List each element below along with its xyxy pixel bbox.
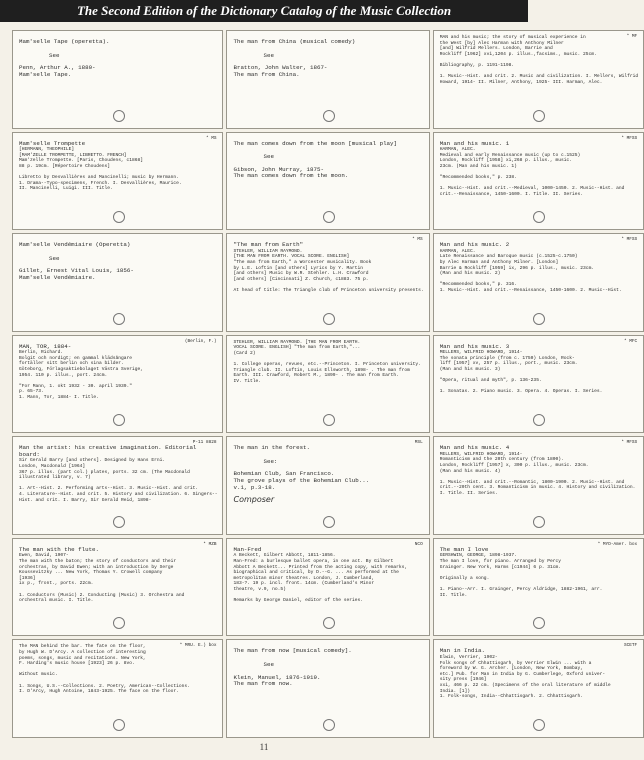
card-text-line: Gibson, John Murray, 1875- — [233, 165, 324, 173]
card-text-line: xxi, 466 p. 22 cm. (Specimens of the oral literature of middle — [439, 682, 611, 688]
card-see-reference: See — [263, 51, 274, 59]
card-text-line: HARMAN, ALEC. — [439, 147, 476, 153]
card-text-line: (Card 2) — [233, 350, 256, 356]
card-text-line: Rockliff [1962] xvi,1204 p. illus.,facsims., music. 25cm. — [439, 51, 597, 57]
card-heading: MAN, TOR, 1884- — [19, 342, 72, 350]
catalog-card-mam-selle-vendemiaire — [12, 233, 223, 332]
card-body — [19, 65, 217, 78]
card-text-line: 88 p. 19cm. [Répertoire Choudens] — [19, 163, 110, 169]
card-punch-hole — [113, 414, 125, 426]
card-punch-hole — [323, 414, 335, 426]
card-text-line: "The man from Earth," a Worcester musicality. Book — [233, 259, 372, 265]
card-text-line: 1. Mann, Tor, 1884- I. Title. — [19, 395, 99, 401]
card-text-line: by Hugh W. D'Arcy. A collection of interesting — [19, 650, 146, 656]
card-body — [233, 471, 423, 491]
card-punch-hole — [533, 719, 545, 731]
card-text-line: Bolgit och nordigt; en gammal klädsångare — [19, 355, 133, 361]
card-text-line: 1. Songs, U.S.--Collections. 2. Poetry, American--Collections. — [19, 683, 190, 689]
card-text-line: STEHLER, WILLIAM RAYMOND. [THE MAN FROM EARTH. — [233, 339, 361, 345]
card-text-line: crit.--20th cent. 3. Romanticism in music. 4. History and civilization. — [439, 485, 636, 491]
card-text-line: 1. Sonatas. 2. Piano music. 3. Opera. 4. Operas. I. Series. — [439, 389, 603, 395]
card-text-line: illustrated library, v. 7) — [19, 475, 91, 481]
card-text-line: Klein, Manuel, 1876-1919. — [233, 673, 321, 681]
card-heading: Man and his music. 3 — [439, 342, 510, 350]
card-punch-hole — [113, 617, 125, 629]
card-heading: Mam'selle Vendémiaire (Operetta) — [19, 241, 131, 249]
card-text-line: by L.E. Loftin [and others] Lyrics by Y. Martin — [233, 265, 364, 271]
card-punch-hole — [533, 313, 545, 325]
card-text-line: 1954. 110 p. illus., port. 24cm. — [19, 372, 108, 378]
card-text-line: Bohemian Club, San Francisco. — [233, 470, 335, 478]
card-text-line: 1. Drama--Typo-specimens, French. I. Desvallières, Maurice. — [19, 180, 182, 186]
catalog-card-man-and-his-music-2 — [433, 233, 644, 332]
card-call-number: * MFSS — [621, 237, 638, 243]
card-text-line: Barrie & Rockliff [1959] ix, 296 p. illus., music. 23cm. — [439, 265, 595, 271]
card-text-line: "For Mann, 1. okt 1932 - 30. april 1939." — [19, 383, 133, 389]
card-body — [440, 147, 638, 197]
card-text-line: [1936] — [19, 575, 36, 581]
card-text-line: 1. Conductors (Music) 2. Conducting (Music) 3. Orchestra and — [19, 592, 185, 598]
card-text-line: 1. Music--Hist. and crit.--Medieval, 1000-1450. 2. Music--Hist. and — [439, 186, 625, 192]
card-punch-hole — [323, 110, 335, 122]
catalog-card-man-tor — [12, 335, 223, 434]
card-text-line: Howard, 1914- II. Milner, Anthony, 1925- III. Harman, Alec. — [439, 79, 603, 85]
card-text-line: (Man and his music. 4) — [439, 468, 501, 474]
card-text-line: 367 p. illus. (part col.) plates, ports. 32 cm. (The Macdonald — [19, 469, 190, 475]
card-text-line: Late Renaissance and Baroque music (c.1525-c.1750) — [439, 254, 578, 260]
card-punch-hole — [113, 211, 125, 223]
card-body — [19, 147, 217, 192]
card-text-line: fortäller sitt berlin och sina bilder. — [19, 361, 124, 367]
card-text-line: At head of title: The Triangle club of Princeton university presents. — [233, 287, 424, 293]
card-text-line: 4. Literature--Hist. and crit. 5. History and civilization. 6. Singers-- — [19, 492, 218, 498]
card-text-line: 1. College operas, revues, etc.--Princeton. I. Princeton university. — [233, 362, 421, 368]
card-body — [233, 553, 423, 603]
catalog-card-man-ru-e — [12, 639, 223, 738]
card-text-line: orchestras, by David Ewen; with an introduction by Serge — [19, 564, 174, 570]
card-body — [440, 249, 638, 294]
card-text-line: biographical and critical, by D.--G. ... As performed at the — [233, 570, 399, 576]
card-text-line: The grove plays of the Bohemian Club... — [233, 477, 370, 485]
card-body — [233, 340, 423, 385]
card-text-line: [and] Wilfrid Mellers. London, Barrie and — [439, 46, 553, 52]
catalog-card-man-and-his-music-3 — [433, 335, 644, 434]
card-text-line: "Recommended books," p. 238. — [439, 175, 517, 181]
card-text-line: Koussevitzky ... New York, Thomas Y. Crowell company — [19, 570, 163, 576]
card-text-line: 1. Art--Hist. 2. Performing arts--Hist. 3. Music--Hist. and crit. — [19, 486, 199, 492]
card-text-line: by Alec Harman and Anthony Milner. [London] — [439, 259, 559, 265]
card-text-line: Sir Gerald Barry [and others]. Designed by Hans Erni. — [19, 458, 166, 464]
card-text-line: Gillet, Ernest Vital Louis, 1856- — [19, 267, 134, 275]
catalog-card-man-with-flute — [12, 538, 223, 637]
card-call-number: * MYD-Amer. box — [597, 541, 638, 547]
card-text-line: sity press [1946] — [439, 677, 487, 683]
card-heading: Man the artist: his creative imagination. Editorial board: — [19, 444, 197, 458]
card-see-reference: See — [263, 661, 274, 669]
card-see-reference: See: — [263, 457, 278, 465]
card-text-line: ix p., front., ports. 22cm. — [19, 581, 94, 587]
card-heading: The man in the forest. — [233, 444, 311, 452]
card-text-line: Triangle club. II. Loftin, Louis Ellsworth, 1898- . The man from — [233, 367, 410, 373]
card-text-line: Berlin, Richard. — [19, 350, 64, 356]
card-body — [19, 458, 217, 503]
card-heading: Man in India. — [439, 647, 485, 655]
catalog-card-man-from-china — [226, 30, 429, 129]
card-body — [233, 675, 423, 688]
card-text-line: The man from now. — [233, 680, 293, 688]
card-text-line: orchestral music. I. Title. — [19, 598, 94, 604]
card-call-number: SCETF — [624, 643, 638, 649]
card-text-line: Originally a song. — [439, 575, 490, 581]
card-heading: Man and his music. 4 — [439, 444, 510, 452]
card-call-number: * MFSS — [621, 135, 638, 141]
card-call-number: * MFSS — [621, 440, 638, 446]
card-text-line: (Man and his music. 3) — [439, 367, 501, 373]
catalog-card-man-fred — [226, 538, 429, 637]
card-heading: The man from China (musical comedy) — [233, 38, 356, 45]
catalog-card-man-in-india — [433, 639, 644, 738]
card-text-line: London, Rockliff [1957] x, 300 p. illus., music. 23cm. — [439, 463, 589, 469]
card-text-line: 1. Folk-songs, India--Chhattisgarh. 2. Chhattisgarh. — [439, 694, 584, 700]
card-punch-hole — [113, 719, 125, 731]
card-text-line: v.1, p.3-18. — [233, 483, 276, 491]
card-text-line: The man I love, for piano. Arranged by Percy — [439, 559, 561, 565]
card-text-line: theatre, v.9, no.5) — [233, 587, 286, 592]
card-text-line: MELLERS, WILFRID HOWARD, 1914- — [439, 350, 523, 356]
card-text-line: 1. Piano--Arr. I. Grainger, Percy Aldridge, 1882-1961, arr. — [439, 587, 603, 592]
card-text-line: the West [by] Alec Harman with Anthony Milner — [439, 40, 564, 46]
catalog-card-mam-selle-tapes — [12, 30, 223, 129]
card-punch-hole — [533, 617, 545, 629]
card-text-line: [HERMANN, THEOPHILE] — [19, 147, 75, 153]
card-body — [440, 655, 638, 700]
card-text-line: foreword by W. G. Archer. [London, New York, Bombay, — [439, 666, 584, 672]
card-heading: The man with the flute. — [19, 545, 100, 553]
card-text-line: 183-?. 19 p. incl. front. 14cm. (Cumberland's Minor — [233, 581, 375, 587]
card-text-line: I. D'Arcy, Hugh Antoine, 1843-1925. The face on the floor. — [19, 689, 179, 695]
card-call-number: * MFC — [624, 338, 638, 344]
card-heading: The man I love — [439, 545, 489, 553]
page-header-title: The Second Edition of the Dictionary Catalog of the Music Collection — [76, 3, 452, 18]
card-punch-hole — [533, 414, 545, 426]
card-text-line: Libretto by Desvallières and Mancinelli; music by Hermann. — [19, 175, 179, 181]
card-heading: Mam'selle Tape (operetta). — [19, 38, 110, 45]
card-body — [233, 249, 423, 294]
card-text-line: II. Mancinelli, Luigi. III. Title. — [19, 186, 113, 192]
card-text-line: Göteborg, Förlagsaktiebolaget Västra Sverige, — [19, 367, 144, 373]
page-header — [0, 0, 528, 22]
card-text-line: I. Title. II. Series. — [439, 491, 498, 497]
card-text-line: The man from China. — [233, 70, 300, 78]
card-text-line: Mam'selle Tape. — [19, 70, 72, 78]
card-text-line: Remarks by George Daniel, editor of the series. — [233, 598, 364, 604]
card-call-number: * MZB — [203, 541, 217, 547]
card-text-line: The man comes down from the moon. — [233, 172, 349, 180]
card-text-line: (Man and his music. 2) — [439, 271, 501, 277]
card-text-line: Ewen, David, 1907- — [19, 553, 69, 559]
catalog-card-grid — [12, 30, 639, 738]
card-punch-hole — [323, 313, 335, 325]
card-text-line: etc.] Pub. for Man in India by G. Cumberlege, Oxford univer- — [439, 671, 606, 677]
card-text-line: STEHLER, WILLIAM RAYMOND. — [233, 248, 303, 254]
card-text-line: IV. Title. — [233, 378, 262, 384]
card-text-line: poems, songs, music and recitations. New York, — [19, 655, 146, 661]
card-heading: Man and his music. 2 — [439, 241, 510, 249]
card-text-line: Bibliography, p. 1191-1198. — [439, 62, 515, 68]
card-text-line: Without music. — [19, 672, 58, 678]
card-body — [440, 553, 638, 598]
card-text-line: London, Macdonald [1964] — [19, 464, 86, 470]
card-text-line: crit.--Renaissance, 1450-1600. I. Title. II. Series. — [439, 191, 584, 197]
card-body — [440, 35, 638, 85]
card-text-line: Mam'zelle Trompette. [Paris, Choudens, c1868] — [19, 158, 144, 164]
card-text-line: Earth. III. Crawford, Robert M., 1899- . The man from Earth. — [233, 373, 399, 379]
card-text-line: GERSHWIN, GEORGE, 1898-1937. — [439, 553, 517, 559]
card-text-line: 1. Music--Hist. and crit.--Renaissance, 1450-1600. 2. Music--Hist. — [439, 287, 622, 293]
card-text-line: Romanticism and the 20th century (from 1800). — [439, 457, 564, 463]
card-punch-hole — [533, 110, 545, 122]
card-punch-hole — [323, 211, 335, 223]
card-text-line: A Beckett, Gilbert Abbott, 1811-1856. — [233, 553, 336, 559]
card-text-line: VOCAL SCORE. ENGLISH] "The man from Earth,"... — [233, 345, 361, 351]
card-heading: Mam'selle Trompette — [19, 139, 86, 147]
card-text-line: 1. Music--Hist. and crit. 2. Music and civilization. I. Mellers, Wilfrid — [439, 74, 639, 80]
card-text-line: F. Harding's music house [1923] 26 p. 8vo. — [19, 661, 135, 667]
catalog-card-man-from-now — [226, 639, 429, 738]
card-text-line: Elwin, Verrier, 1902- — [439, 655, 498, 661]
catalog-card-man-and-his-music-1 — [433, 132, 644, 231]
catalog-card-man-and-his-music-4 — [433, 436, 644, 535]
card-text-line: [and others] Music by W.R. Stehler. L.H. Crawford — [233, 271, 369, 277]
card-body — [19, 268, 217, 281]
card-text-line: Hist. and crit. I. Barry, Sir Gerald Reid, 1898- — [19, 497, 152, 503]
card-text-line: The MAN behind the bar. The fate on the floor, — [19, 644, 146, 650]
card-text-line: MAN and his music; the story of musical experience in — [439, 35, 586, 40]
card-text-line: MELLERS, WILFRID HOWARD, 1914- — [439, 451, 523, 457]
card-text-line: Man-Fred: a burlesque ballet opera, in one act. By Gilbert — [233, 559, 394, 565]
card-text-line: II. Title. — [439, 592, 468, 598]
card-punch-hole — [113, 313, 125, 325]
card-text-line: London, Rockliff [1958] xi,268 p. illus., music. — [439, 158, 573, 164]
card-text-line: The man with the baton; the story of conductors and their — [19, 559, 177, 565]
card-text-line: India. [1]) — [439, 688, 471, 694]
catalog-card-man-and-his-music — [433, 30, 644, 129]
card-body — [440, 452, 638, 497]
card-text-line: Penn, Arthur A., 1880- — [19, 64, 96, 72]
card-text-line: "Recommended books," p. 316. — [439, 282, 517, 288]
card-body — [233, 65, 423, 78]
card-body — [233, 167, 423, 180]
card-text-line: Grainger. New York, Harms [c1944] 6 p. 31cm. — [439, 564, 561, 570]
card-text-line: "Opera, ritual and myth", p. 136-235. — [439, 378, 542, 384]
card-text-line: Mam'selle Vendémiaire. — [19, 273, 96, 281]
card-see-reference: See — [263, 153, 274, 161]
card-call-number: MSL — [414, 440, 423, 446]
card-punch-hole — [323, 617, 335, 629]
catalog-card-man-i-love — [433, 538, 644, 637]
card-see-reference: See — [49, 51, 60, 59]
catalog-card-man-in-forest — [226, 436, 429, 535]
card-body — [19, 553, 217, 603]
card-text-line: 23cm. (Man and his music. 1) — [439, 163, 517, 169]
card-text-line: Folk songs of Chhattisgarh, by Verrier Elwin ... with a — [439, 660, 592, 666]
card-text-line: Medieval and early Renaissance music (up to c.1525) — [439, 152, 581, 158]
card-body — [19, 644, 217, 694]
card-heading: Man-Fred — [233, 545, 262, 553]
card-body — [19, 350, 217, 400]
page-number: 11 — [259, 742, 269, 752]
card-heading: The man from now [musical comedy]. — [233, 647, 352, 655]
card-body — [440, 350, 638, 395]
card-call-number: * MRU. E.) box — [179, 643, 217, 649]
catalog-card-man-comes-down — [226, 132, 429, 231]
card-text-line: [and others] [Cincinnati] Z. Church, c1883. 75 p. — [233, 276, 369, 282]
catalog-card-man-from-earth-2 — [226, 335, 429, 434]
card-punch-hole — [113, 516, 125, 528]
card-heading: "The man from Earth" — [233, 241, 304, 249]
card-call-number: (Berlin, F.) — [184, 338, 217, 344]
card-text-line: [MAM'ZELLE TROMPETTE, LIBRETTO. FRENCH] — [19, 152, 127, 158]
card-handwritten-note: Composer — [233, 495, 275, 505]
card-text-line: 1. Music--Hist. and crit.--Romantic, 1800-1900. 2. Music--Hist. and — [439, 479, 625, 485]
catalog-card-man-from-earth — [226, 233, 429, 332]
card-text-line: Bratton, John Walter, 1867- — [233, 64, 328, 72]
card-call-number: P-11 8828 — [192, 440, 217, 446]
card-call-number: * MF — [626, 34, 638, 39]
card-punch-hole — [113, 110, 125, 122]
card-call-number: * MS — [412, 237, 423, 243]
card-text-line: [THE MAN FROM EARTH. VOCAL SCORE. ENGLISH] — [233, 254, 350, 260]
card-text-line: HARMAN, ALEC. — [439, 248, 476, 254]
catalog-card-mam-selle-trompette — [12, 132, 223, 231]
card-punch-hole — [323, 719, 335, 731]
card-text-line: metropolitan minor theatres. London, J. Cumberland, — [233, 575, 375, 581]
card-heading: The man comes down from the moon [musical play] — [233, 139, 397, 147]
card-heading: Man and his music. 1 — [439, 139, 510, 147]
card-see-reference: See — [49, 254, 60, 262]
card-text-line: p. 65-73. — [19, 389, 44, 395]
card-call-number: NCO — [414, 541, 423, 547]
card-text-line: Abbott A Beckett... Printed from the acting copy, with remarks, — [233, 564, 408, 570]
card-punch-hole — [533, 516, 545, 528]
card-text-line: The sonata principle (from c. 1750) London, Rock- — [439, 355, 575, 361]
catalog-card-man-his-imagination — [12, 436, 223, 535]
card-call-number: * MS — [205, 135, 217, 141]
card-text-line: liff [1957] xv, 257 p. illus., port., music. 23cm. — [439, 361, 578, 367]
card-punch-hole — [533, 211, 545, 223]
card-punch-hole — [323, 516, 335, 528]
